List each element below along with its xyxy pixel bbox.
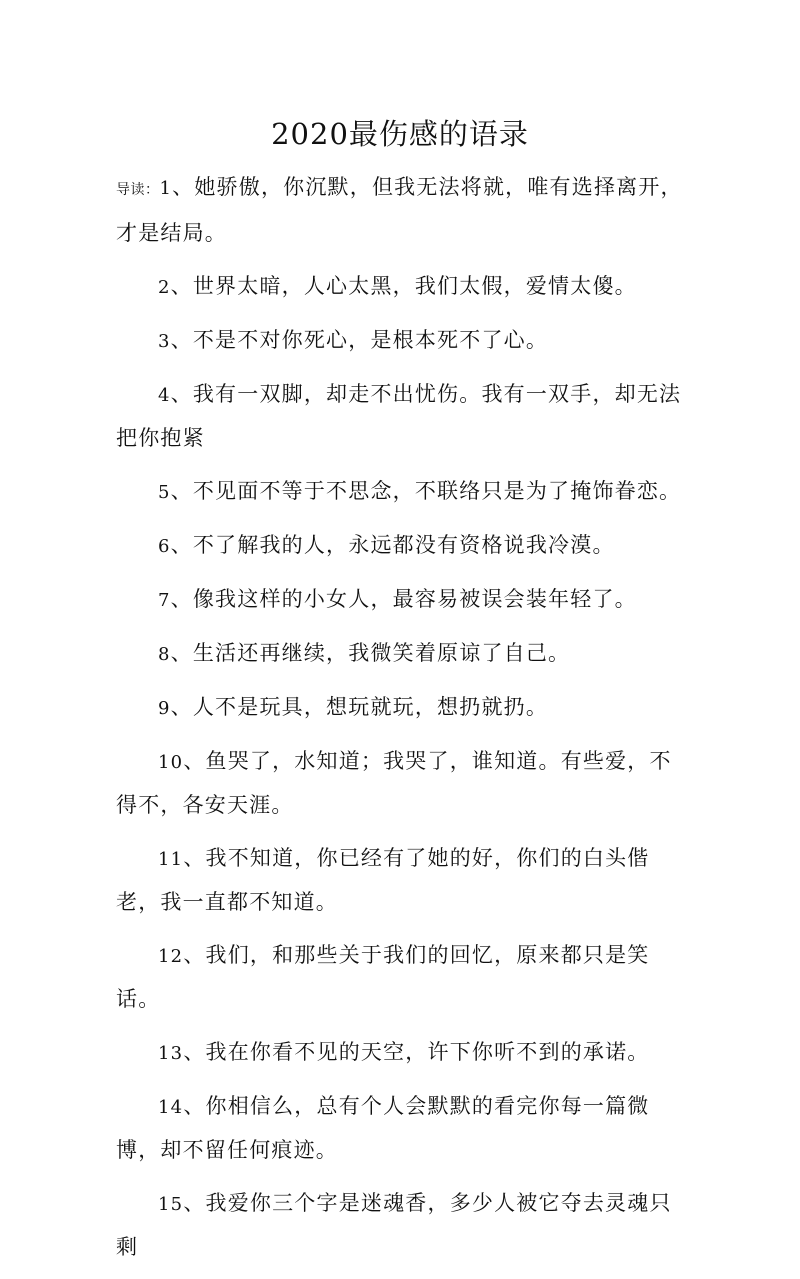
quote-paragraph — [116, 686, 688, 730]
quote-number: 6 — [158, 536, 171, 557]
quote-paragraph — [116, 470, 688, 514]
quote-paragraph — [116, 524, 688, 568]
quote-number: 2 — [158, 277, 171, 298]
quote-text: 、生活还再继续，我微笑着原谅了自己。 — [170, 641, 571, 665]
quote-paragraph — [116, 373, 688, 460]
quote-paragraph — [116, 166, 688, 255]
quote-number: 8 — [158, 644, 171, 665]
quote-number: 12 — [158, 946, 184, 967]
quote-paragraph — [116, 1031, 688, 1075]
lead-label: 导读： — [116, 182, 160, 198]
quote-paragraph — [116, 578, 688, 622]
quote-text: 、不是不对你死心，是根本死不了心。 — [170, 328, 549, 352]
quote-paragraph — [116, 319, 688, 363]
quote-text: 、像我这样的小女人，最容易被误会装年轻了。 — [170, 587, 637, 611]
quote-number: 13 — [158, 1043, 184, 1064]
quote-text: 、我有一双脚，却走不出忧伤。我有一双手，却无法把你抱紧 — [116, 382, 682, 450]
quote-number: 1 — [159, 178, 173, 199]
quote-text: 、我们，和那些关于我们的回忆，原来都只是笑话。 — [116, 943, 650, 1011]
quote-paragraph — [116, 1182, 688, 1269]
quote-number: 14 — [158, 1097, 184, 1118]
quote-text: 、我在你看不见的天空，许下你听不到的承诺。 — [183, 1040, 650, 1064]
quote-number: 3 — [158, 331, 171, 352]
quote-number: 9 — [158, 698, 171, 719]
document-title: 2020最伤感的语录 — [271, 117, 529, 151]
quote-text: 、我不知道，你已经有了她的好，你们的白头偕老，我一直都不知道。 — [116, 846, 650, 914]
quote-paragraph — [116, 837, 688, 924]
quote-text: 、她骄傲，你沉默，但我无法将就，唯有选择离开，才是结局。 — [116, 175, 683, 245]
quote-text: 、不见面不等于不思念，不联络只是为了掩饰眷恋。 — [170, 479, 682, 503]
quote-paragraph — [116, 265, 688, 309]
quote-number: 10 — [158, 752, 184, 773]
quote-number: 4 — [158, 385, 171, 406]
document-body — [116, 166, 688, 1279]
quote-text: 、不了解我的人，永远都没有资格说我冷漠。 — [170, 533, 615, 557]
quote-paragraph — [116, 934, 688, 1021]
quote-text: 、鱼哭了，水知道；我哭了，谁知道。有些爱，不得不，各安天涯。 — [116, 749, 672, 817]
quote-text: 、我爱你三个字是迷魂香，多少人被它夺去灵魂只剩 — [116, 1191, 672, 1259]
quote-paragraph — [116, 632, 688, 676]
quote-number: 5 — [158, 482, 171, 503]
quote-text: 、世界太暗，人心太黑，我们太假，爱情太傻。 — [170, 274, 637, 298]
quote-number: 11 — [158, 849, 184, 870]
quote-text: 、你相信么，总有个人会默默的看完你每一篇微博，却不留任何痕迹。 — [116, 1094, 650, 1162]
quote-paragraph — [116, 740, 688, 827]
quote-number: 15 — [158, 1194, 184, 1215]
quote-text: 、人不是玩具，想玩就玩，想扔就扔。 — [170, 695, 549, 719]
quote-number: 7 — [158, 590, 171, 611]
quote-paragraph — [116, 1085, 688, 1172]
